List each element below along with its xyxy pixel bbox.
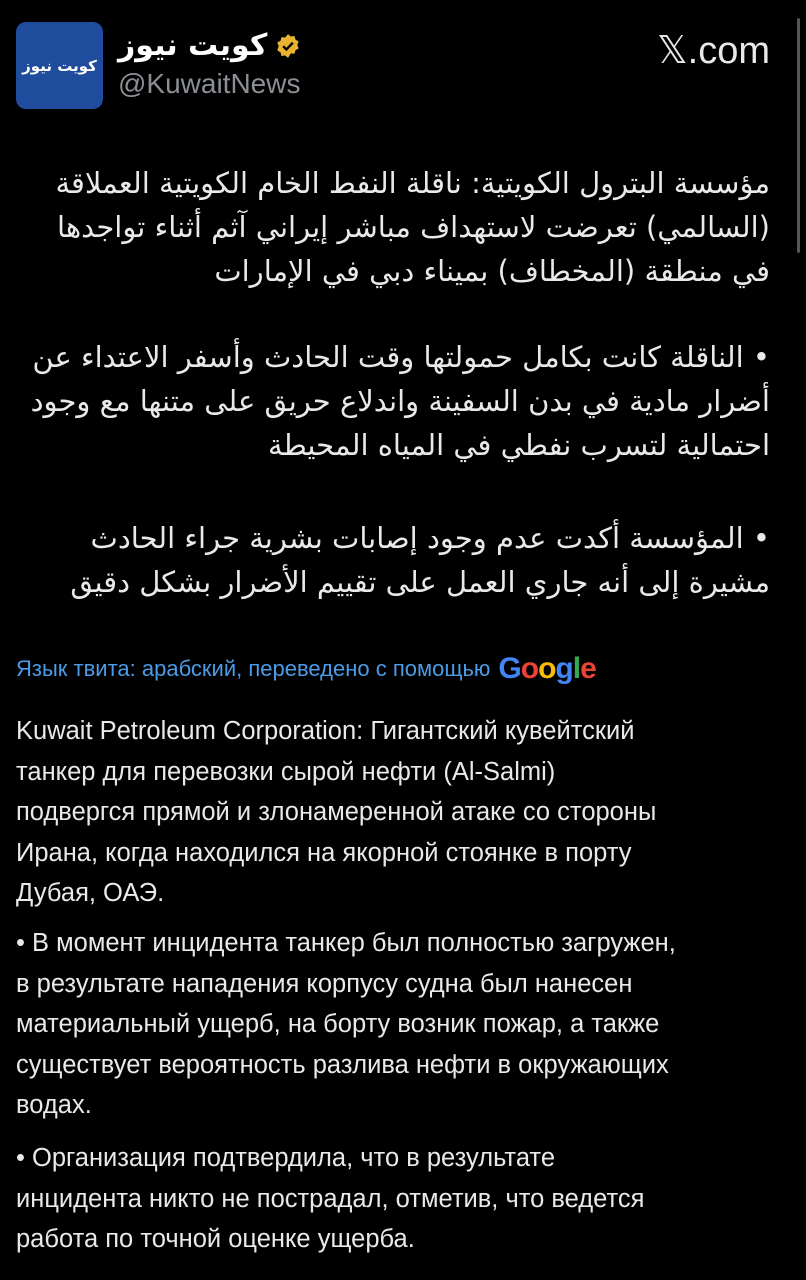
text-line: احتمالية لتسرب نفطي في المياه المحيطة bbox=[268, 428, 770, 462]
text-line: (السالمي) تعرضت لاستهداف مباشر إيراني آثم أثناء تواجدها bbox=[56, 210, 770, 244]
text-line: танкер для перевозки сырой нефти (Al-Salmi) bbox=[16, 757, 556, 786]
text-line: водах. bbox=[16, 1091, 92, 1119]
translation-paragraph-3 bbox=[16, 1138, 790, 1260]
text-line: материальный ущерб, на борту возник пожар, а также bbox=[16, 1010, 660, 1038]
verified-badge-icon bbox=[275, 33, 301, 59]
text-line: • Организация подтвердила, что в результате bbox=[16, 1144, 556, 1172]
text-line: • В момент инцидента танкер был полностью загружен, bbox=[16, 929, 676, 957]
display-name: كويت نيوز bbox=[118, 28, 268, 63]
text-line: مشيرة إلى أنه جاري العمل على تقييم الأضرار بشكل دقيق bbox=[70, 565, 770, 599]
text-line: Kuwait Petroleum Corporation: Гигантский кувейтский bbox=[16, 717, 635, 745]
translation-attribution[interactable] bbox=[16, 652, 596, 686]
text-line: • المؤسسة أكدت عدم وجود إصابات بشرية جراء الحادث bbox=[90, 521, 770, 555]
google-logo: Google bbox=[498, 652, 596, 685]
original-paragraph-3 bbox=[16, 516, 770, 604]
user-handle[interactable]: @KuwaitNews bbox=[118, 68, 301, 99]
translation-paragraph-1 bbox=[16, 711, 790, 914]
text-line: Дубая, ОАЭ. bbox=[16, 879, 165, 907]
translation-label: Язык твита: арабский, переведено с помощью bbox=[16, 656, 491, 681]
translation-paragraph-2 bbox=[16, 923, 790, 1126]
text-line: Ирана, когда находился на якорной стоянке в порту bbox=[16, 838, 632, 867]
original-paragraph-1 bbox=[16, 161, 770, 293]
display-name-row[interactable] bbox=[118, 28, 301, 63]
site-label: 𝕏.com bbox=[657, 30, 770, 72]
avatar[interactable] bbox=[16, 22, 103, 109]
text-line: существует вероятность разлива нефти в окружающих bbox=[16, 1050, 669, 1079]
scrollbar[interactable] bbox=[797, 18, 800, 253]
text-line: подвергся прямой и злонамеренной атаке со стороны bbox=[16, 798, 657, 826]
text-line: أضرار مادية في بدن السفينة واندلاع حريق على متنها مع وجود bbox=[30, 384, 770, 418]
text-line: в результате нападения корпусу судна был нанесен bbox=[16, 969, 633, 998]
text-line: инцидента никто не пострадал, отметив, что ведется bbox=[16, 1184, 645, 1213]
text-line: في منطقة (المخطاف) بميناء دبي في الإمارات bbox=[214, 254, 770, 288]
text-line: работа по точной оценке ущерба. bbox=[16, 1225, 415, 1253]
text-line: • الناقلة كانت بكامل حمولتها وقت الحادث وأسفر الاعتداء عن bbox=[32, 340, 770, 374]
text-line: مؤسسة البترول الكويتية: ناقلة النفط الخام الكويتية العملاقة bbox=[55, 166, 770, 200]
avatar-logo-text: كويت نيوز bbox=[22, 56, 97, 75]
original-paragraph-2 bbox=[16, 335, 770, 467]
